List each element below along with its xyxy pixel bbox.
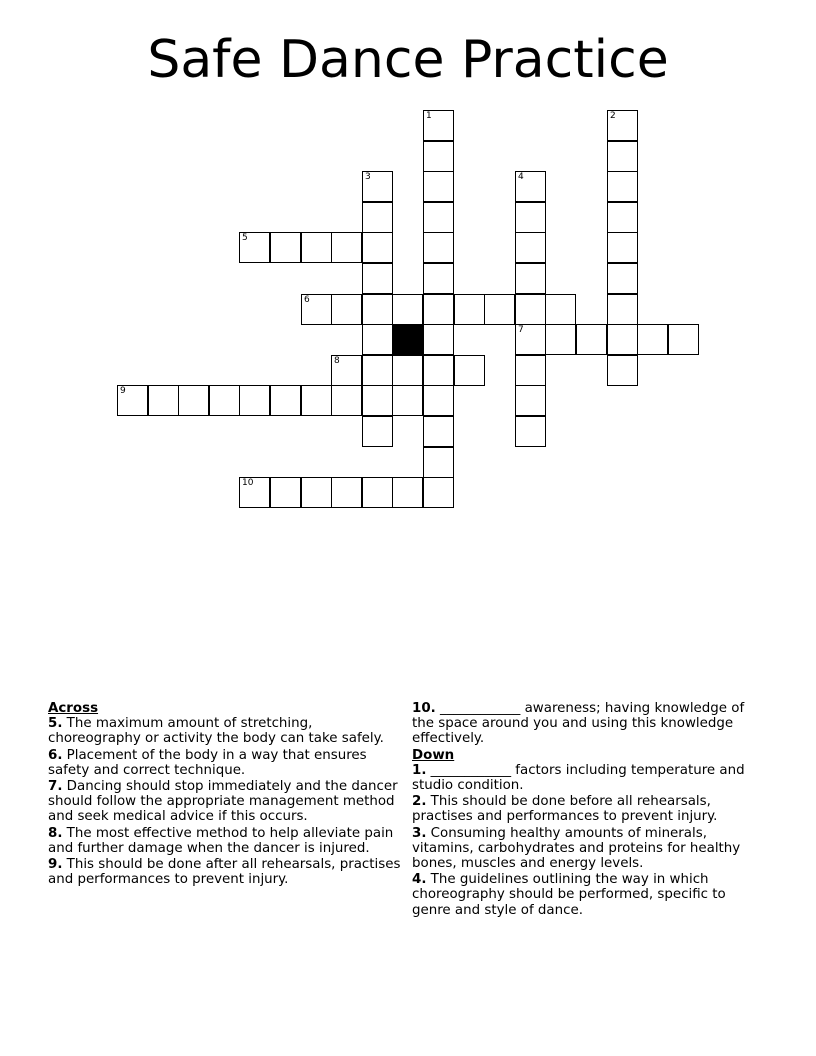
crossword-cell[interactable] <box>362 294 393 325</box>
crossword-cell[interactable] <box>515 171 546 202</box>
crossword-cell[interactable] <box>362 477 393 508</box>
crossword-cell[interactable] <box>607 294 638 325</box>
crossword-cell[interactable] <box>270 232 301 263</box>
crossword-cell[interactable] <box>301 232 332 263</box>
crossword-cell[interactable] <box>178 385 209 416</box>
crossword-cell[interactable] <box>423 324 454 355</box>
crossword-cell[interactable] <box>270 477 301 508</box>
clue-text: The guidelines outlining the way in which choreography should be performed, specific to genre and style of dance. <box>412 872 726 918</box>
clue-across-7 <box>48 779 403 825</box>
clue-text: This should be done before all rehearsals, practises and performances to prevent injury. <box>412 794 718 825</box>
crossword-cell[interactable] <box>392 385 423 416</box>
crossword-cell[interactable] <box>239 477 270 508</box>
crossword-cell[interactable] <box>423 447 454 478</box>
crossword-cell[interactable] <box>209 385 240 416</box>
clue-across-5 <box>48 716 403 746</box>
crossword-cell[interactable] <box>515 324 546 355</box>
crossword-block <box>392 324 423 355</box>
clue-across-8 <box>48 826 403 856</box>
crossword-cell[interactable] <box>301 294 332 325</box>
clue-number: 3. <box>412 825 427 841</box>
crossword-cell[interactable] <box>607 355 638 386</box>
clue-number-label: 7 <box>518 325 524 335</box>
crossword-cell[interactable] <box>362 171 393 202</box>
clue-number-label: 4 <box>518 172 524 182</box>
crossword-cell[interactable] <box>362 416 393 447</box>
clue-number: 2. <box>412 794 427 810</box>
down-heading: Down <box>412 747 455 763</box>
crossword-cell[interactable] <box>392 294 423 325</box>
crossword-cell[interactable] <box>239 232 270 263</box>
clue-across-10 <box>412 701 767 747</box>
clue-number-label: 2 <box>610 111 616 121</box>
crossword-cell[interactable] <box>362 263 393 294</box>
clue-text: This should be done after all rehearsals, practises and performances to prevent injury. <box>48 857 401 888</box>
crossword-cell[interactable] <box>331 477 362 508</box>
crossword-cell[interactable] <box>392 355 423 386</box>
clue-number-label: 3 <box>365 172 371 182</box>
clue-down-3 <box>412 826 767 872</box>
clue-text: Dancing should stop immediately and the dancer should follow the appropriate management method and seek medical advice if this occurs. <box>48 779 398 825</box>
clue-number: 4. <box>412 872 427 888</box>
crossword-cell[interactable] <box>239 385 270 416</box>
crossword-cell[interactable] <box>515 202 546 233</box>
page-title: Safe Dance Practice <box>147 30 669 90</box>
crossword-cell[interactable] <box>362 385 393 416</box>
crossword-cell[interactable] <box>423 232 454 263</box>
crossword-cell[interactable] <box>637 324 668 355</box>
clue-number: 9. <box>48 857 63 873</box>
clue-number: 5. <box>48 716 63 732</box>
crossword-cell[interactable] <box>331 385 362 416</box>
crossword-cell[interactable] <box>515 385 546 416</box>
clue-number-label: 10 <box>242 478 254 488</box>
crossword-cell[interactable] <box>423 171 454 202</box>
clue-number: 7. <box>48 779 63 795</box>
crossword-cell[interactable] <box>545 294 576 325</box>
crossword-cell[interactable] <box>362 202 393 233</box>
crossword-cell[interactable] <box>331 294 362 325</box>
crossword-cell[interactable] <box>423 263 454 294</box>
crossword-cell[interactable] <box>607 232 638 263</box>
crossword-cell[interactable] <box>392 477 423 508</box>
crossword-cell[interactable] <box>607 324 638 355</box>
crossword-cell[interactable] <box>545 324 576 355</box>
crossword-cell[interactable] <box>362 324 393 355</box>
crossword-cell[interactable] <box>331 232 362 263</box>
clue-text: The maximum amount of stretching, choreography or activity the body can take safely. <box>48 716 384 747</box>
clue-text: Placement of the body in a way that ensures safety and correct technique. <box>48 747 367 778</box>
crossword-cell[interactable] <box>423 477 454 508</box>
clue-across-6 <box>48 748 403 778</box>
clue-down-1 <box>412 763 767 793</box>
clues-right-column <box>412 701 767 919</box>
crossword-cell[interactable] <box>607 263 638 294</box>
clue-number-label: 1 <box>426 111 432 121</box>
clues-left-column <box>48 701 403 888</box>
clue-number-label: 6 <box>304 295 310 305</box>
crossword-cell[interactable] <box>423 416 454 447</box>
crossword-cell[interactable] <box>454 294 485 325</box>
crossword-cell[interactable] <box>515 263 546 294</box>
crossword-cell[interactable] <box>454 355 485 386</box>
crossword-grid <box>0 0 816 520</box>
crossword-cell[interactable] <box>301 385 332 416</box>
clue-text: The most effective method to help alleviate pain and further damage when the dancer is injured. <box>48 825 394 856</box>
crossword-cell[interactable] <box>607 110 638 141</box>
clue-text: ____________ awareness; having knowledge of the space around you and using this knowledge effectively. <box>412 701 745 747</box>
crossword-cell[interactable] <box>607 202 638 233</box>
clue-down-4 <box>412 872 767 918</box>
crossword-cell[interactable] <box>362 232 393 263</box>
crossword-cell[interactable] <box>607 141 638 172</box>
crossword-cell[interactable] <box>515 232 546 263</box>
clue-number: 6. <box>48 747 63 763</box>
clue-down-2 <box>412 794 767 824</box>
crossword-cell[interactable] <box>423 141 454 172</box>
clue-number: 8. <box>48 825 63 841</box>
crossword-cell[interactable] <box>301 477 332 508</box>
crossword-cell[interactable] <box>148 385 179 416</box>
crossword-cell[interactable] <box>117 385 148 416</box>
crossword-cell[interactable] <box>331 355 362 386</box>
crossword-cell[interactable] <box>423 294 454 325</box>
crossword-cell[interactable] <box>423 355 454 386</box>
crossword-cell[interactable] <box>423 110 454 141</box>
crossword-cell[interactable] <box>515 416 546 447</box>
clue-across-9 <box>48 857 403 887</box>
crossword-cell[interactable] <box>607 171 638 202</box>
across-heading: Across <box>48 701 99 716</box>
crossword-cell[interactable] <box>484 294 515 325</box>
clue-number-label: 5 <box>242 233 248 243</box>
clue-text: Consuming healthy amounts of minerals, vitamins, carbohydrates and proteins for healthy bones, muscles and energy levels. <box>412 825 741 872</box>
clue-number-label: 8 <box>334 356 340 366</box>
crossword-cell[interactable] <box>362 355 393 386</box>
crossword-cell[interactable] <box>515 294 546 325</box>
crossword-cell[interactable] <box>270 385 301 416</box>
crossword-cell[interactable] <box>423 385 454 416</box>
clue-text: ____________ factors including temperature and studio condition. <box>412 762 745 794</box>
clue-number: 1. <box>412 762 427 778</box>
crossword-cell[interactable] <box>423 202 454 233</box>
clue-number: 10. <box>412 701 436 716</box>
crossword-cell[interactable] <box>515 355 546 386</box>
crossword-cell[interactable] <box>576 324 607 355</box>
crossword-cell[interactable] <box>668 324 699 355</box>
clue-number-label: 9 <box>120 386 126 396</box>
